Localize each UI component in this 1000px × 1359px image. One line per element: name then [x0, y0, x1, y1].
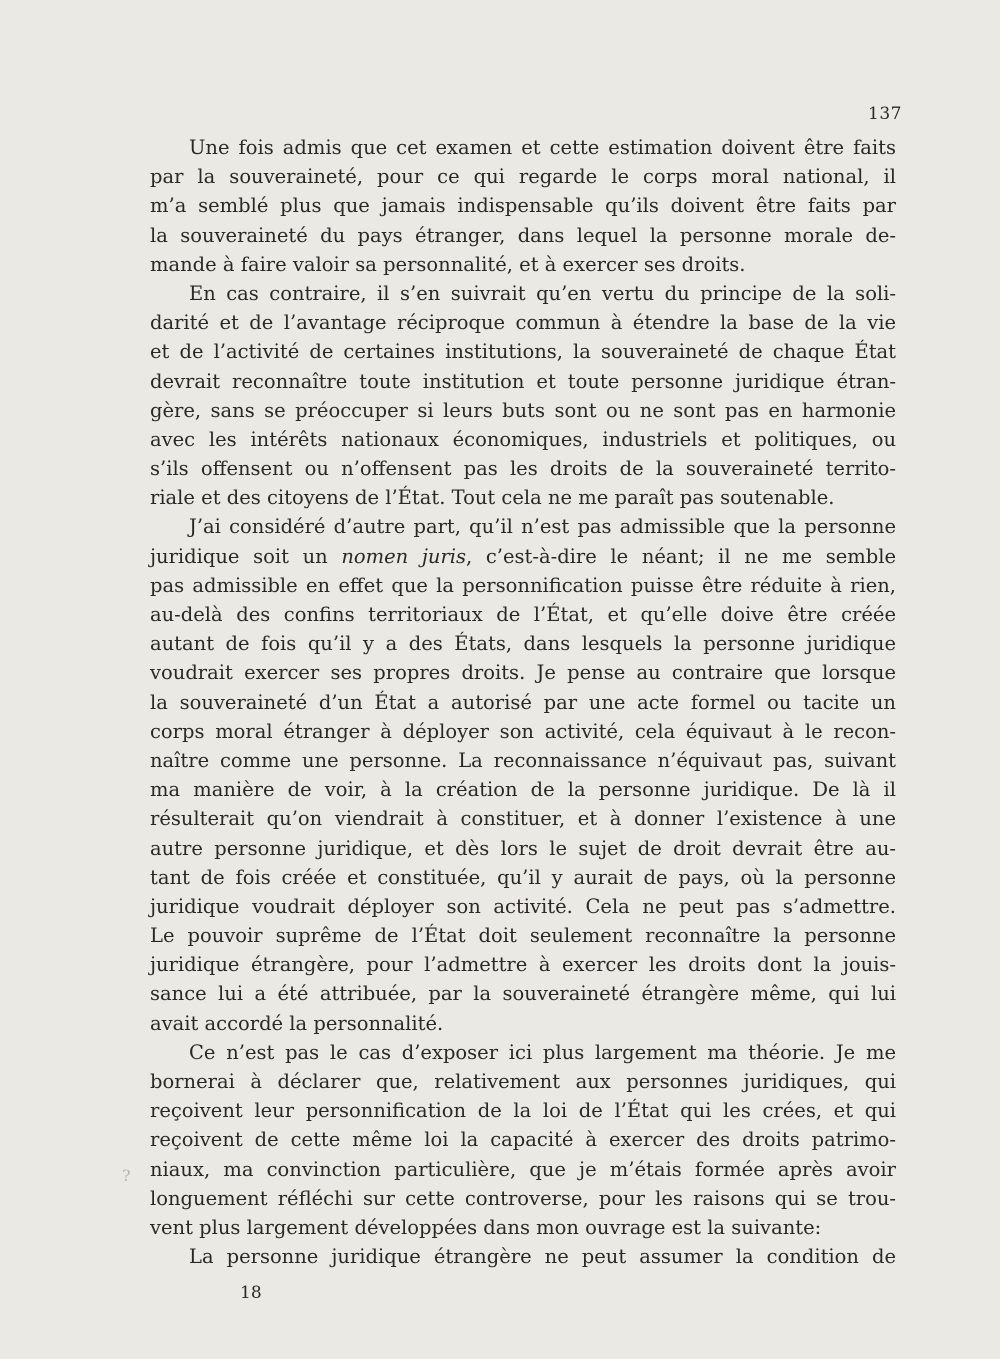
text-line: s’ils offensent ou n’offensent pas les droits de la souveraineté territo- [150, 457, 896, 481]
text-line: La personne juridique étrangère ne peut assumer la condition de [150, 1245, 896, 1269]
text-line: mande à faire valoir sa personnalité, et à exercer ses droits. [150, 252, 746, 276]
text-line: résulterait qu’on viendrait à constituer, et à donner l’existence à une [150, 807, 896, 831]
text-line: reçoivent leur personnification de la loi de l’État qui les crées, et qui [150, 1099, 896, 1123]
paragraph [150, 1242, 896, 1271]
text-line: avec les intérêts nationaux économiques, industriels et politiques, ou [150, 427, 896, 451]
text-line: voudrait exercer ses propres droits. Je pense au contraire que lorsque [150, 661, 896, 685]
text-line: longuement réfléchi sur cette controverse, pour les raisons qui se trou- [150, 1186, 896, 1210]
text-line: m’a semblé plus que jamais indispensable qu’ils doivent être faits par [150, 194, 896, 218]
text-line: devrait reconnaître toute institution et toute personne juridique étran- [150, 369, 896, 393]
paragraph [150, 512, 896, 1037]
text-line: bornerai à déclarer que, relativement aux personnes juridiques, qui [150, 1070, 896, 1093]
text-line: niaux, ma convinction particulière, que je m’étais formée après avoir [150, 1157, 896, 1181]
text-line: au-delà des confins territoriaux de l’État, et qu’elle doive être créée [150, 603, 896, 626]
text-line: la souveraineté du pays étranger, dans lequel la personne morale de- [150, 223, 896, 247]
text-line: autant de fois qu’il y a des États, dans lesquels la personne juridique [150, 632, 896, 656]
text-line: autre personne juridique, et dès lors le sujet de droit devrait être au- [150, 836, 896, 860]
text-line: et de l’activité de certaines institutions, la souveraineté de chaque État [150, 340, 896, 364]
text-line: tant de fois créée et constituée, qu’il y aurait de pays, où la personne [150, 865, 896, 889]
text-line: la souveraineté d’un État a autorisé par une acte formel ou tacite un [150, 690, 896, 714]
text-line: avait accordé la personnalité. [150, 1011, 444, 1035]
text-line: par la souveraineté, pour ce qui regarde le corps moral national, il [150, 165, 896, 189]
body-text [150, 133, 896, 1271]
text-line: juridique étrangère, pour l’admettre à exercer les droits dont la jouis- [150, 953, 896, 977]
text-line: J’ai considéré d’autre part, qu’il n’est pas admissible que la personne [150, 515, 896, 539]
paragraph [150, 133, 896, 279]
text-line: En cas contraire, il s’en suivrait qu’en vertu du principe de la soli- [150, 281, 896, 305]
signature-mark: 18 [240, 1283, 262, 1303]
text-line: naître comme une personne. La reconnaissance n’équivaut pas, suivant [150, 748, 896, 772]
text-line: Le pouvoir suprême de l’État doit seulement reconnaître la personne [150, 924, 896, 948]
text-line: gère, sans se préoccuper si leurs buts sont ou ne sont pas en harmonie [150, 398, 896, 422]
text-line: vent plus largement développées dans mon ouvrage est la suivante: [150, 1215, 822, 1239]
paragraph [150, 279, 896, 513]
text-line: reçoivent de cette même loi la capacité à exercer des droits patrimo- [150, 1128, 896, 1152]
paragraph [150, 1038, 896, 1242]
text-line: Ce n’est pas le cas d’exposer ici plus largement ma théorie. Je me [150, 1040, 896, 1064]
text-line: juridique soit un nomen juris, c’est-à-dire le néant; il ne me semble [150, 544, 897, 568]
page-number: 137 [868, 104, 902, 124]
text-line: corps moral étranger à déployer son activité, cela équivaut à le recon- [150, 719, 896, 743]
text-line: riale et des citoyens de l’État. Tout cela ne me paraît pas soutenable. [150, 486, 835, 510]
stray-mark: ? [122, 1166, 131, 1185]
text-line: juridique voudrait déployer son activité. Cela ne peut pas s’admettre. [150, 894, 896, 918]
text-line: sance lui a été attribuée, par la souveraineté étrangère même, qui lui [150, 982, 896, 1006]
text-line: Une fois admis que cet examen et cette estimation doivent être faits [150, 136, 896, 159]
text-line: pas admissible en effet que la personnification puisse être réduite à rien, [150, 573, 896, 597]
text-line: ma manière de voir, à la création de la personne juridique. De là il [150, 778, 896, 802]
text-line: darité et de l’avantage réciproque commun à étendre la base de la vie [150, 311, 896, 335]
